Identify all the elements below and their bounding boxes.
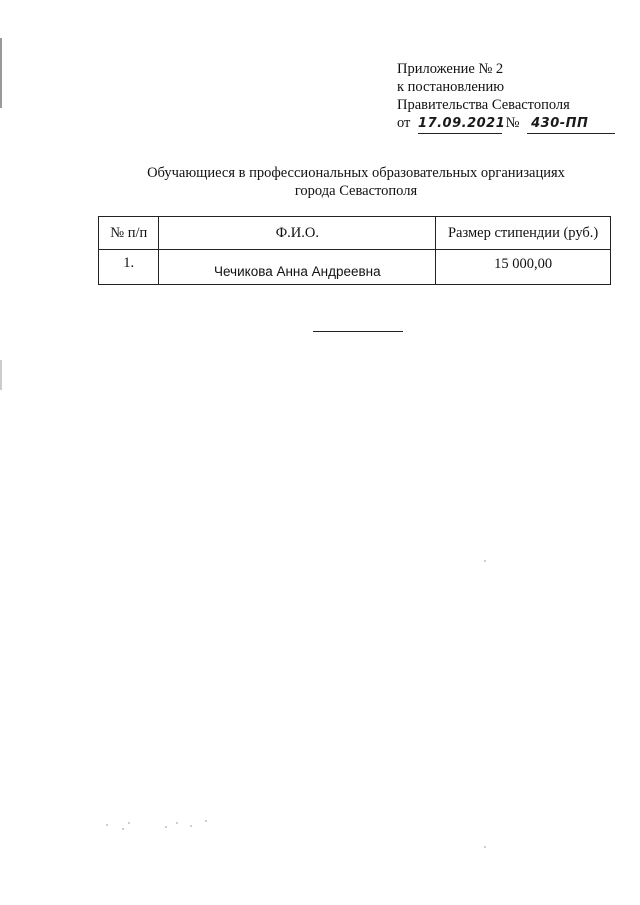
appendix-block: [397, 60, 615, 134]
header-amount: Размер стипендии (руб.): [436, 217, 611, 250]
number-prefix: №: [505, 115, 520, 131]
scan-speck: [128, 822, 130, 824]
cell-amount: [436, 250, 611, 285]
table-row: [99, 250, 611, 285]
scan-edge-mark: [0, 360, 2, 390]
cell-num-text: 1.: [123, 254, 135, 271]
number-field: [527, 114, 615, 134]
scan-speck: [165, 826, 167, 828]
handwritten-number: 430-ПП: [531, 116, 589, 131]
table-header-row: [99, 217, 611, 250]
stipend-table: [98, 216, 611, 285]
header-num: № п/п: [99, 217, 159, 250]
scan-speck: [205, 820, 207, 822]
document-heading: [100, 164, 612, 200]
cell-amount-text: 15 000,00: [494, 255, 553, 272]
appendix-authority: Правительства Севастополя: [397, 97, 570, 113]
handwritten-date: 17.09.2021: [418, 116, 506, 131]
scan-speck: [190, 825, 192, 827]
heading-line-2: города Севастополя: [294, 183, 418, 199]
scan-speck: [176, 822, 178, 824]
appendix-date-number-line: [397, 114, 615, 134]
cell-name: [159, 250, 436, 285]
end-rule: [313, 331, 403, 332]
header-name: Ф.И.О.: [159, 217, 436, 250]
scan-edge-mark: [0, 38, 2, 108]
scan-speck: [484, 846, 486, 848]
scan-speck: [122, 828, 124, 830]
date-prefix: от: [397, 115, 411, 131]
scan-speck: [106, 824, 108, 826]
cell-name-text: Чечикова Анна Андреевна: [214, 263, 381, 279]
scan-speck: [484, 560, 486, 562]
heading-line-1: Обучающиеся в профессиональных образовательных организациях: [147, 165, 565, 181]
appendix-title: Приложение № 2: [397, 61, 504, 77]
appendix-ref: к постановлению: [397, 79, 505, 95]
date-field: [418, 114, 506, 134]
cell-num: [99, 250, 159, 285]
